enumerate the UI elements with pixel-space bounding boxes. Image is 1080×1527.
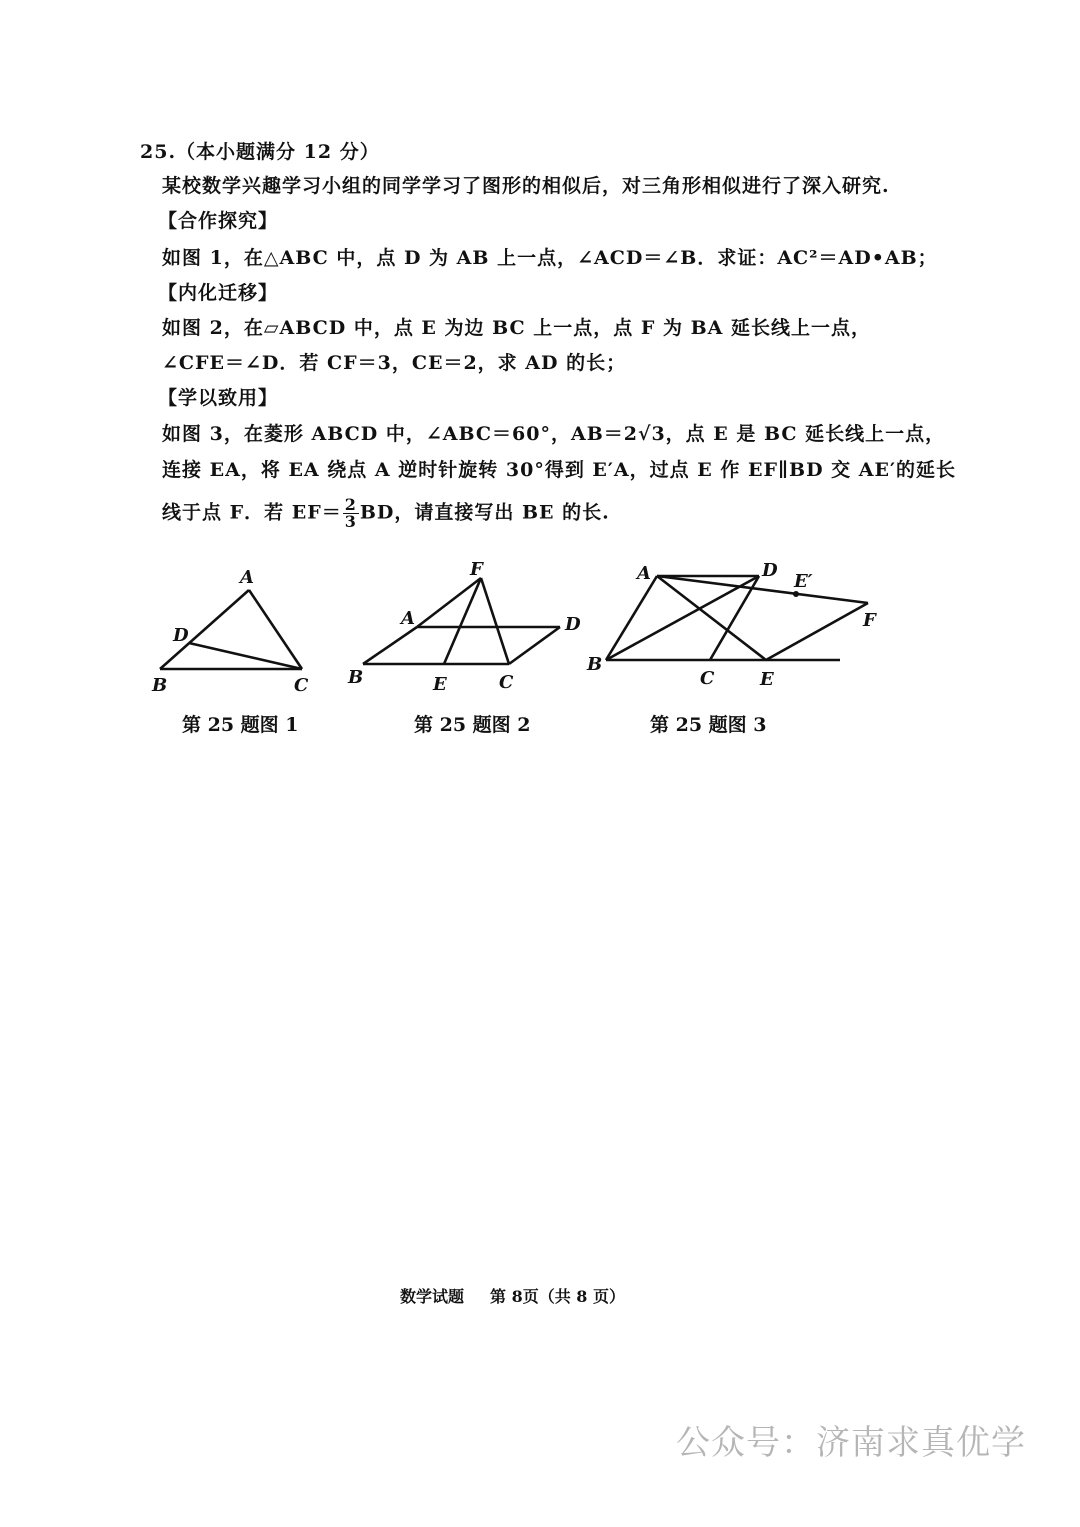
question-header: 25.（本小题满分 12 分） [140, 141, 380, 163]
section3-line2: 连接 EA，将 EA 绕点 A 逆时针旋转 30°得到 E′A，过点 E 作 EF∥BD 交 AE′的延长 [162, 459, 957, 481]
figure-3 [606, 576, 868, 660]
fig2-side-BA [363, 627, 417, 664]
page-footer [400, 1284, 651, 1307]
fig3-label-B: B [587, 654, 603, 675]
fig2-label-C: C [499, 672, 514, 693]
fig1-side-AC [249, 590, 302, 669]
figure-3-caption: 第 25 题图 3 [650, 714, 767, 736]
fig2-label-E: E [433, 674, 447, 695]
footer-page-number: 第 8页（共 8 页） [490, 1287, 625, 1306]
figure-2 [363, 578, 560, 664]
footer-subject: 数学试题 [400, 1287, 465, 1306]
fig2-label-F: F [470, 559, 483, 580]
fig2-side-DC [509, 627, 560, 664]
fig1-label-C: C [294, 675, 309, 696]
fig3-label-C: C [700, 668, 715, 689]
fig3-label-A: A [637, 563, 651, 584]
fig3-label-E-prime: E′ [794, 571, 813, 592]
fig2-segment-FC [481, 578, 509, 664]
fraction-numerator: 2 [344, 495, 357, 514]
section2-line2: ∠CFE＝∠D．若 CF＝3，CE＝2，求 AD 的长； [162, 352, 627, 374]
fig3-diagonal-BD [606, 576, 759, 660]
section-title-apply-learning: 【学以致用】 [158, 387, 279, 409]
fig2-label-A: A [401, 608, 415, 629]
watermark: 公众号：济南求真优学 [676, 1423, 1026, 1463]
fig2-label-D: D [565, 614, 581, 635]
question-intro: 某校数学兴趣学习小组的同学学习了图形的相似后，对三角形相似进行了深入研究. [162, 175, 890, 197]
fig3-segment-EF [766, 603, 868, 660]
section-title-internalized-transfer: 【内化迁移】 [158, 282, 279, 304]
fig3-label-E: E [760, 669, 774, 690]
section3-line3-pre: 线于点 F．若 EF＝ [162, 501, 342, 524]
figure-1-caption: 第 25 题图 1 [182, 714, 299, 736]
section3-line1: 如图 3，在菱形 ABCD 中，∠ABC＝60°，AB＝2√3，点 E 是 BC 延长线上一点， [162, 423, 946, 445]
fig1-label-D: D [173, 625, 189, 646]
section3-line3-post: BD，请直接写出 BE 的长. [359, 501, 610, 524]
fig3-label-F: F [863, 610, 876, 631]
figure-2-caption: 第 25 题图 2 [414, 714, 531, 736]
fig1-segment-DC [189, 643, 302, 669]
fig1-label-B: B [152, 675, 168, 696]
fraction-denominator: 3 [344, 512, 357, 531]
fig3-label-D: D [762, 560, 778, 581]
section2-line1: 如图 2，在▱ABCD 中，点 E 为边 BC 上一点，点 F 为 BA 延长线上一点， [162, 317, 872, 339]
fig1-label-A: A [240, 567, 254, 588]
section1-text: 如图 1，在△ABC 中，点 D 为 AB 上一点，∠ACD＝∠B．求证：AC²＝AD•AB； [162, 247, 938, 269]
fig2-label-B: B [348, 667, 364, 688]
section-title-cooperative-exploration: 【合作探究】 [158, 210, 279, 232]
